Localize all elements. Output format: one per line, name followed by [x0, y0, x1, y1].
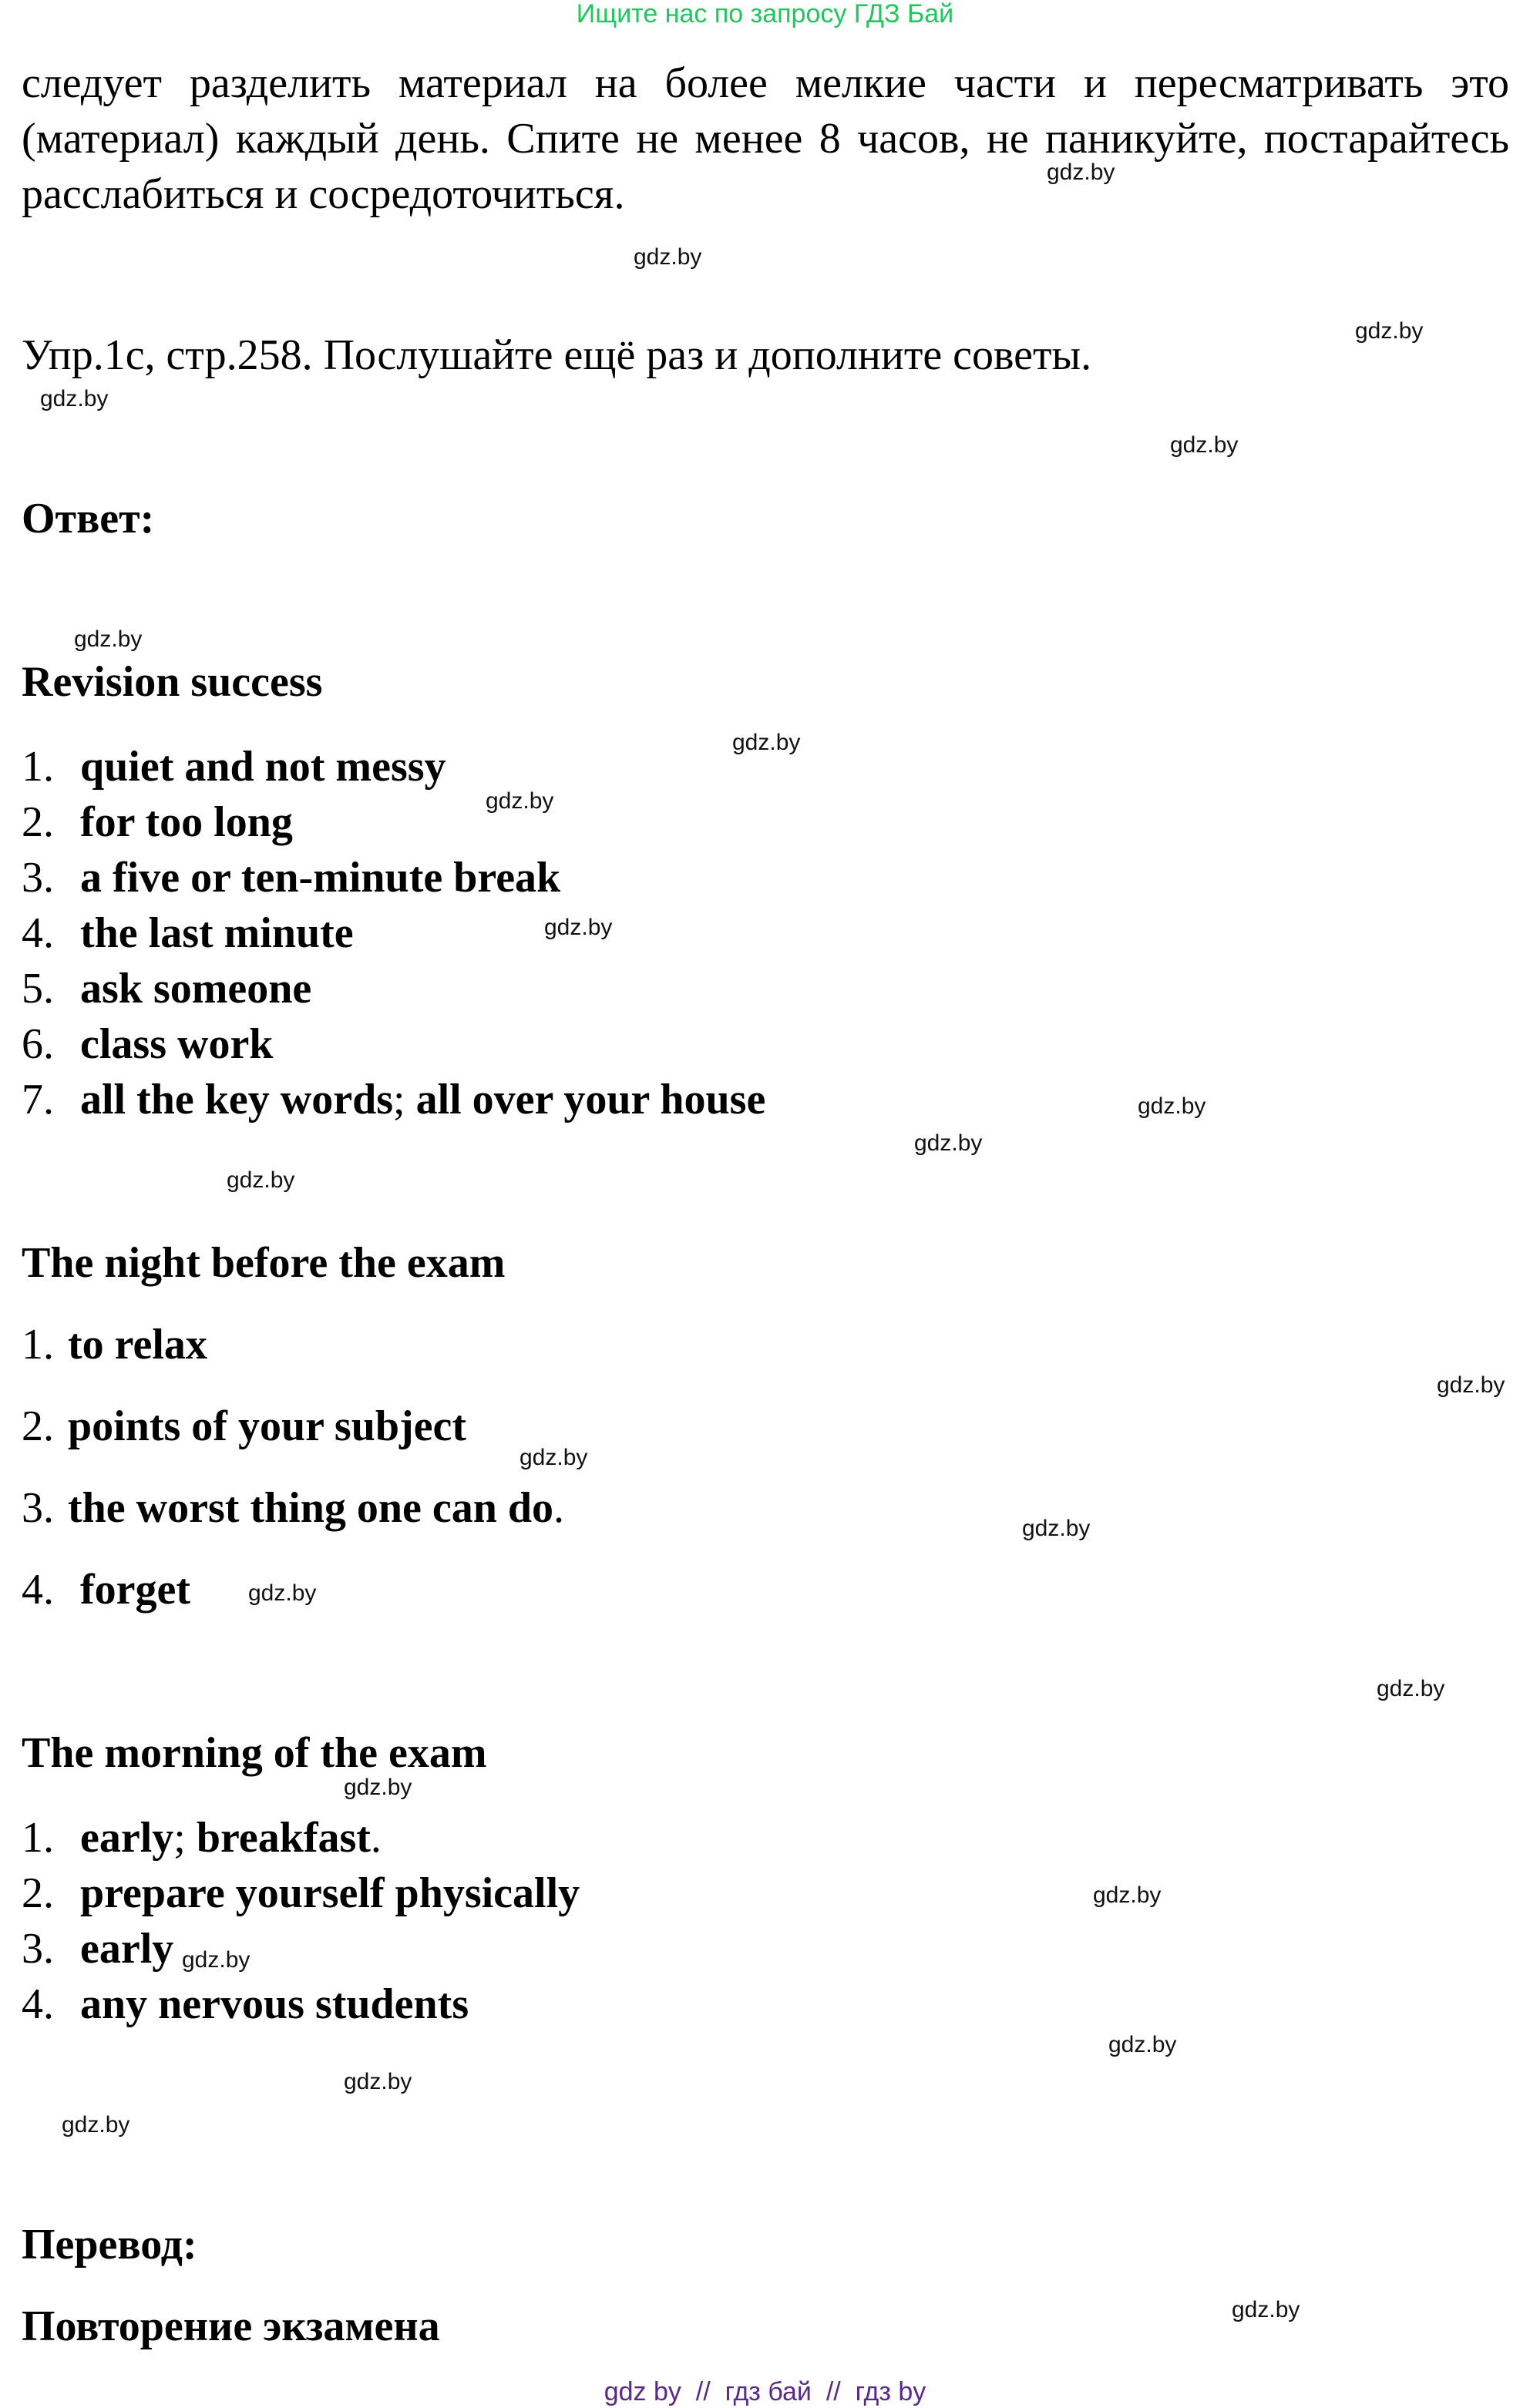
section-title-morning-of: The morning of the exam — [22, 1729, 487, 1777]
watermark: gdz.by — [1355, 318, 1424, 344]
item-number: 3. — [22, 854, 54, 902]
item-text: class work — [80, 1020, 274, 1068]
list-item — [22, 741, 446, 792]
item-text: prepare yourself physically — [80, 1869, 580, 1917]
list-item — [22, 1483, 564, 1533]
watermark: gdz.by — [634, 244, 702, 270]
list-item — [22, 1074, 765, 1125]
item-text: for too long — [80, 798, 293, 846]
watermark: gdz.by — [248, 1580, 317, 1606]
item-number: 1. — [22, 1321, 54, 1369]
search-banner: Ищите нас по запросу ГДЗ Бай — [576, 0, 954, 29]
item-number: 5. — [22, 965, 54, 1013]
section-title-night-before: The night before the exam — [22, 1239, 506, 1287]
watermark: gdz.by — [74, 626, 143, 652]
item-number: 3. — [22, 1925, 54, 1973]
task-statement: Упр.1c, стр.258. Послушайте ещё раз и дополните советы. — [22, 331, 1092, 379]
list-item — [22, 1564, 190, 1615]
item-tail: . — [553, 1484, 565, 1532]
list-item — [22, 797, 293, 848]
watermark: gdz.by — [1047, 160, 1115, 185]
item-text: the worst thing one can do — [68, 1484, 554, 1532]
item-separator: ; — [393, 1076, 405, 1123]
item-text: points of your subject — [68, 1402, 467, 1450]
item-text: breakfast — [196, 1814, 371, 1862]
watermark: gdz.by — [544, 915, 613, 940]
watermark: gdz.by — [732, 730, 801, 755]
item-number: 1. — [22, 1814, 54, 1862]
list-item — [22, 1319, 207, 1370]
watermark: gdz.by — [1093, 1882, 1162, 1908]
watermark: gdz.by — [62, 2112, 130, 2138]
item-text: ask someone — [80, 965, 312, 1013]
item-number: 4. — [22, 909, 54, 957]
list-item — [22, 1923, 173, 1974]
translation-label: Перевод: — [22, 2221, 197, 2269]
watermark: gdz.by — [1022, 1516, 1091, 1541]
watermark: gdz.by — [1232, 2297, 1300, 2322]
watermark: gdz.by — [344, 1775, 412, 1800]
watermark: gdz.by — [1108, 2032, 1177, 2057]
item-text: the last minute — [80, 909, 354, 957]
watermark: gdz.by — [344, 2069, 412, 2094]
section-title-revision-success: Revision success — [22, 658, 323, 706]
watermark: gdz.by — [486, 788, 554, 814]
list-item — [22, 1812, 382, 1863]
item-number: 6. — [22, 1020, 54, 1068]
item-number: 4. — [22, 1980, 54, 2028]
item-number: 3. — [22, 1484, 54, 1532]
item-text: to relax — [68, 1321, 207, 1369]
item-number: 1. — [22, 743, 54, 791]
item-text: all the key words — [80, 1076, 393, 1123]
watermark: gdz.by — [520, 1445, 588, 1470]
watermark: gdz.by — [1138, 1093, 1206, 1119]
watermark: gdz.by — [1437, 1372, 1505, 1398]
item-text: any nervous students — [80, 1980, 469, 2028]
item-tail: . — [370, 1814, 382, 1862]
intro-paragraph: следует разделить материал на более мелкие части и пересматривать это (материал) каждый день. Спите не менее 8 часов, не паникуйте, постарайтесь расслабиться и сосредоточиться. — [22, 59, 1509, 218]
footer-links: gdz by // гдз бай // гдз by — [604, 2377, 926, 2406]
list-item — [22, 1401, 466, 1452]
list-item — [22, 963, 311, 1014]
list-item — [22, 1979, 469, 2030]
item-text: early — [80, 1814, 174, 1862]
item-text: forget — [80, 1566, 191, 1614]
watermark: gdz.by — [227, 1167, 295, 1193]
item-number: 2. — [22, 798, 54, 846]
watermark: gdz.by — [182, 1947, 251, 1973]
list-item — [22, 852, 560, 903]
item-text: a five or ten-minute break — [80, 854, 561, 902]
list-item — [22, 908, 354, 959]
item-text: all over your house — [415, 1076, 766, 1123]
item-text: early — [80, 1925, 174, 1973]
item-number: 2. — [22, 1869, 54, 1917]
list-item — [22, 1868, 580, 1919]
item-separator: ; — [173, 1814, 186, 1862]
answer-label: Ответ: — [22, 495, 155, 542]
item-number: 7. — [22, 1076, 54, 1123]
translation-title: Повторение экзамена — [22, 2302, 440, 2350]
watermark: gdz.by — [40, 386, 109, 411]
watermark: gdz.by — [914, 1130, 983, 1156]
watermark: gdz.by — [1170, 432, 1239, 458]
item-number: 4. — [22, 1566, 54, 1614]
watermark: gdz.by — [1377, 1676, 1445, 1701]
item-number: 2. — [22, 1402, 54, 1450]
list-item — [22, 1019, 273, 1070]
item-text: quiet and not messy — [80, 743, 446, 791]
